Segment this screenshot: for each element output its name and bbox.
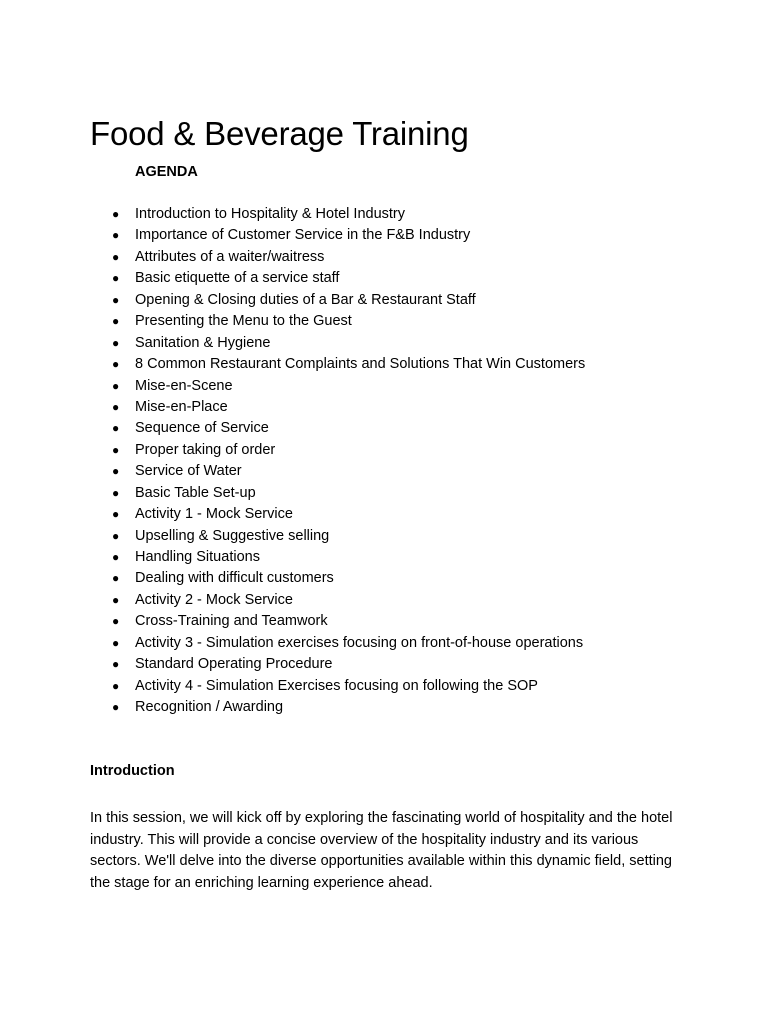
bullet-icon: ● (112, 464, 120, 479)
agenda-item-text: Activity 2 - Mock Service (135, 591, 293, 608)
bullet-icon: ● (112, 421, 120, 436)
bullet-icon: ● (112, 314, 120, 329)
agenda-item-text: Upselling & Suggestive selling (135, 527, 330, 544)
agenda-item-text: Standard Operating Procedure (135, 656, 333, 673)
agenda-item-text: Handling Situations (135, 549, 260, 565)
bullet-icon: ● (112, 271, 120, 286)
agenda-item-text: Cross-Training and Teamwork (135, 613, 328, 630)
bullet-icon: ● (112, 528, 120, 543)
agenda-item-text: Mise-en-Scene (135, 377, 233, 394)
bullet-icon: ● (112, 657, 120, 672)
agenda-item-text: 8 Common Restaurant Complaints and Solutions That Win Customers (135, 356, 586, 373)
agenda-item-text: Sanitation & Hygiene (135, 334, 271, 351)
document-title: Food & Beverage Training (90, 115, 469, 153)
introduction-paragraph: In this session, we will kick off by exploring the fascinating world of hospitality and the hotel industry. This will provide a concise overview of the hospitality industry and its various sectors. We'll delve into the diverse opportunities available within this dynamic field, setting the stage for an enriching learning experience ahead. (90, 810, 673, 892)
bullet-icon: ● (112, 378, 120, 393)
bullet-icon: ● (112, 700, 120, 715)
introduction-heading: Introduction (90, 763, 175, 779)
bullet-icon: ● (112, 614, 120, 629)
agenda-item-text: Activity 1 - Mock Service (135, 506, 293, 523)
agenda-item-text: Activity 4 - Simulation Exercises focusing on following the SOP (135, 677, 538, 694)
bullet-icon: ● (112, 228, 120, 243)
agenda-item-text: Sequence of Service (135, 420, 269, 437)
bullet-icon: ● (112, 571, 120, 586)
agenda-item-text: Opening & Closing duties of a Bar & Restaurant Staff (135, 291, 476, 308)
bullet-icon: ● (112, 335, 120, 350)
bullet-icon: ● (112, 399, 120, 414)
bullet-icon: ● (112, 678, 120, 693)
agenda-item-text: Recognition / Awarding (135, 699, 284, 716)
agenda-item-text: Mise-en-Place (135, 398, 228, 415)
bullet-icon: ● (112, 485, 120, 500)
bullet-icon: ● (112, 207, 120, 221)
agenda-item-text: Activity 3 - Simulation exercises focusing on front-of-house operations (135, 634, 584, 651)
agenda-item-text: Importance of Customer Service in the F&B Industry (135, 227, 471, 244)
bullet-icon: ● (112, 292, 120, 307)
agenda-item-text: Dealing with difficult customers (135, 570, 334, 587)
bullet-icon: ● (112, 507, 120, 522)
agenda-item-text: Proper taking of order (135, 441, 276, 458)
bullet-icon: ● (112, 635, 120, 650)
agenda-item-text: Basic Table Set-up (135, 484, 256, 501)
bullet-icon: ● (112, 442, 120, 457)
bullet-icon: ● (112, 357, 120, 372)
agenda-item-text: Service of Water (135, 463, 242, 480)
agenda-item-text: Basic etiquette of a service staff (135, 270, 340, 287)
agenda-item-text: Introduction to Hospitality & Hotel Industry (135, 206, 405, 222)
agenda-item-text: Attributes of a waiter/waitress (135, 248, 325, 265)
agenda-heading: AGENDA (135, 164, 198, 180)
bullet-icon: ● (112, 550, 120, 564)
bullet-icon: ● (112, 249, 120, 264)
bullet-icon: ● (112, 592, 120, 607)
agenda-item-text: Presenting the Menu to the Guest (135, 313, 352, 330)
